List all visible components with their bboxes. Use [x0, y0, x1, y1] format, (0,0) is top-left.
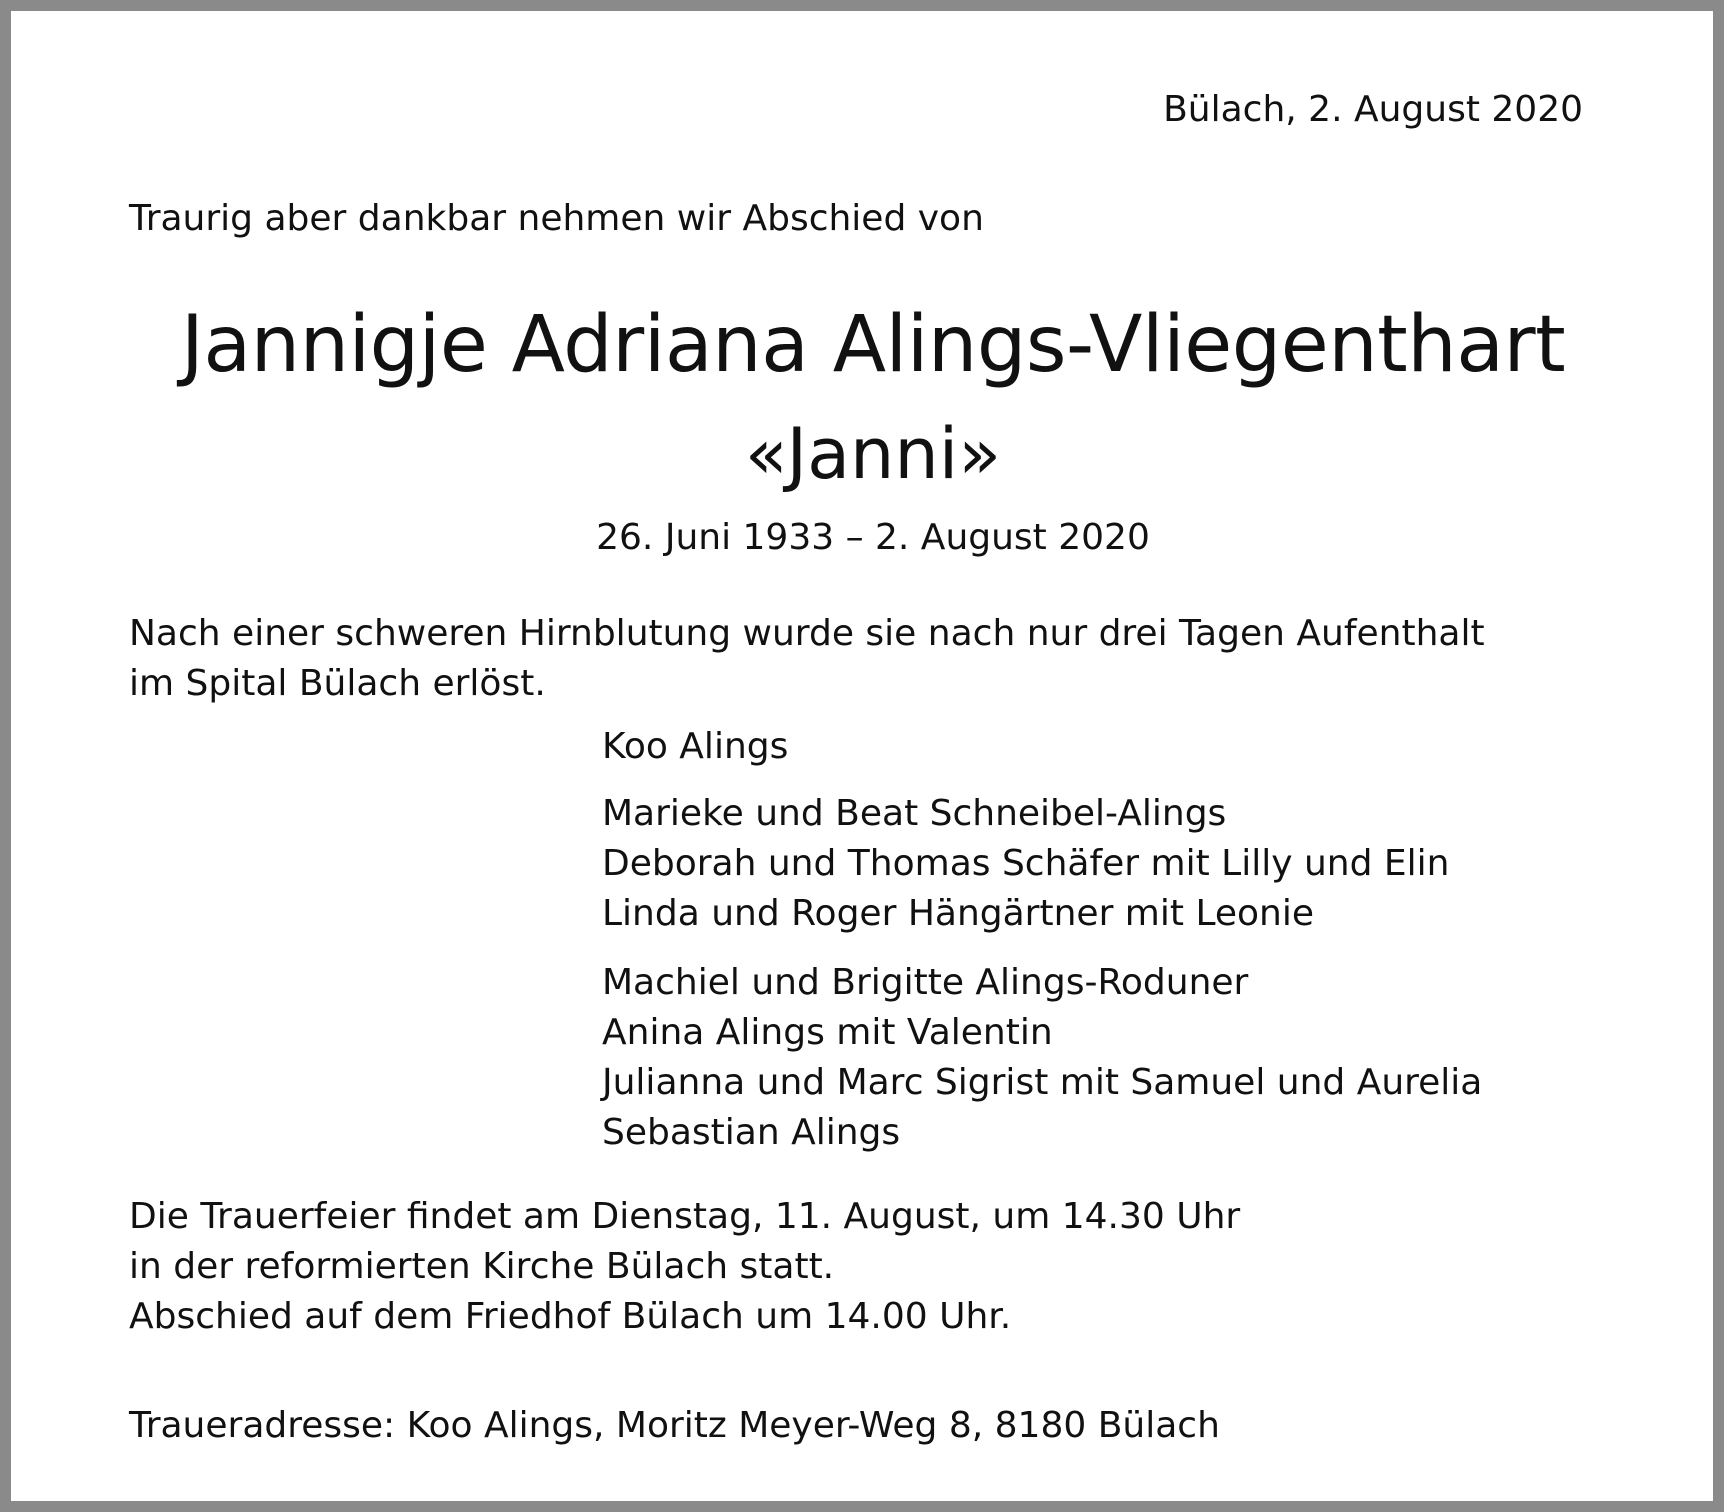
- family-member: Koo Alings: [602, 726, 789, 767]
- message-paragraph: [129, 609, 1485, 709]
- intro-line: Traurig aber dankbar nehmen wir Abschied von: [129, 198, 984, 239]
- deceased-nickname: «Janni»: [744, 413, 1002, 495]
- ceremony-line: Abschied auf dem Friedhof Bülach um 14.00 Uhr.: [129, 1296, 1012, 1337]
- family-member: Marieke und Beat Schneibel-Alings: [602, 793, 1227, 834]
- family-group-spouse: [602, 722, 788, 772]
- family-member: Linda und Roger Hängärtner mit Leonie: [602, 893, 1315, 934]
- place-date: Bülach, 2. August 2020: [1163, 89, 1583, 130]
- ceremony-info: [129, 1192, 1240, 1342]
- family-group-children-1: [602, 789, 1449, 939]
- message-line: im Spital Bülach erlöst.: [129, 663, 546, 704]
- message-line: Nach einer schweren Hirnblutung wurde sie nach nur drei Tagen Aufenthalt: [129, 613, 1485, 654]
- ceremony-line: in der reformierten Kirche Bülach statt.: [129, 1246, 835, 1287]
- family-member: Anina Alings mit Valentin: [602, 1012, 1053, 1053]
- deceased-name: Jannigje Adriana Alings-Vliegenthart: [180, 300, 1566, 390]
- mourning-address: Traueradresse: Koo Alings, Moritz Meyer-Weg 8, 8180 Bülach: [129, 1405, 1220, 1446]
- family-member: Julianna und Marc Sigrist mit Samuel und Aurelia: [602, 1062, 1483, 1103]
- family-member: Sebastian Alings: [602, 1112, 901, 1153]
- family-member: Deborah und Thomas Schäfer mit Lilly und Elin: [602, 843, 1450, 884]
- family-member: Machiel und Brigitte Alings-Roduner: [602, 962, 1249, 1003]
- family-group-children-2: [602, 958, 1482, 1158]
- lifespan-dates: 26. Juni 1933 – 2. August 2020: [596, 517, 1150, 558]
- ceremony-line: Die Trauerfeier findet am Dienstag, 11. August, um 14.30 Uhr: [129, 1196, 1241, 1237]
